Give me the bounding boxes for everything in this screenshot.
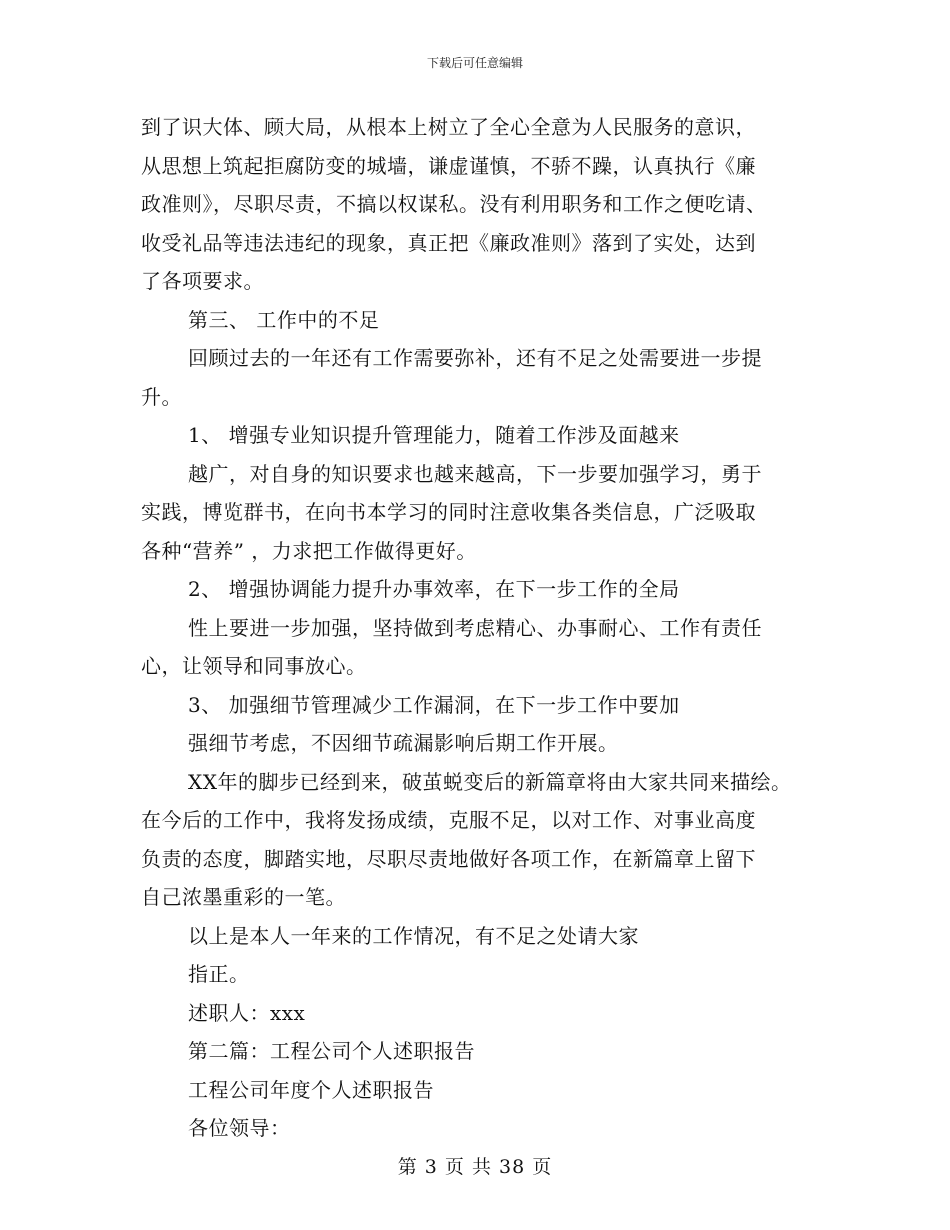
document-body: [141, 108, 841, 1148]
text-line: 了各项要求。: [141, 269, 264, 293]
text-line: 第三、 工作中的不足: [188, 307, 380, 332]
text-line: 以上是本人一年来的工作情况，有不足之处请大家: [188, 923, 639, 948]
text-line: 述职人：xxx: [188, 1000, 306, 1025]
text-line: 3、 加强细节管理减少工作漏洞，在下一步工作中要加: [188, 692, 680, 717]
text-line: 实践，博览群书，在向书本学习的同时注意收集各类信息，广泛吸取: [141, 500, 756, 524]
text-line: 到了识大体、顾大局，从根本上树立了全心全意为人民服务的意识，: [141, 115, 756, 139]
text-line: 心，让领导和同事放心。: [141, 654, 367, 678]
text-line: 1、 增强专业知识提升管理能力，随着工作涉及面越来: [188, 423, 680, 447]
text-line: 负责的态度，脚踏实地，尽职尽责地做好各项工作，在新篇章上留下: [141, 846, 756, 871]
page-footer: 第 3 页 共 38 页: [397, 1156, 553, 1178]
text-line: 第二篇：工程公司个人述职报告: [188, 1039, 475, 1063]
text-line: 工程公司年度个人述职报告: [188, 1077, 434, 1102]
text-line: 升。: [141, 384, 182, 409]
text-line: 自己浓墨重彩的一笔。: [141, 885, 346, 909]
text-line: 指正。: [188, 962, 250, 986]
text-line: 越广，对自身的知识要求也越来越高，下一步要加强学习，勇于: [188, 461, 762, 486]
text-line: 从思想上筑起拒腐防变的城墙，谦虚谨慎，不骄不躁，认真执行《廉: [141, 153, 756, 178]
text-line: 在今后的工作中，我将发扬成绩，克服不足，以对工作、对事业高度: [141, 808, 756, 832]
text-line: 各种“营养” ，力求把工作做得更好。: [141, 538, 477, 563]
text-line: 收受礼品等违法违纪的现象，真正把《廉政准则》落到了实处，达到: [141, 230, 756, 255]
text-line: 性上要进一步加强，坚持做到考虑精心、办事耐心、工作有责任: [188, 615, 762, 640]
page-header: 下载后可任意编辑: [426, 56, 523, 70]
text-line: 政准则》，尽职尽责，不搞以权谋私。没有利用职务和工作之便吃请、: [141, 192, 767, 216]
text-line: XX年的脚步已经到来，破茧蜕变后的新篇章将由大家共同来描绘。: [188, 769, 792, 794]
text-line: 强细节考虑，不因细节疏漏影响后期工作开展。: [188, 731, 619, 755]
text-line: 2、 增强协调能力提升办事效率，在下一步工作的全局: [188, 577, 680, 601]
text-line: 各位领导：: [188, 1116, 291, 1140]
text-line: 回顾过去的一年还有工作需要弥补，还有不足之处需要进一步提: [188, 346, 762, 370]
